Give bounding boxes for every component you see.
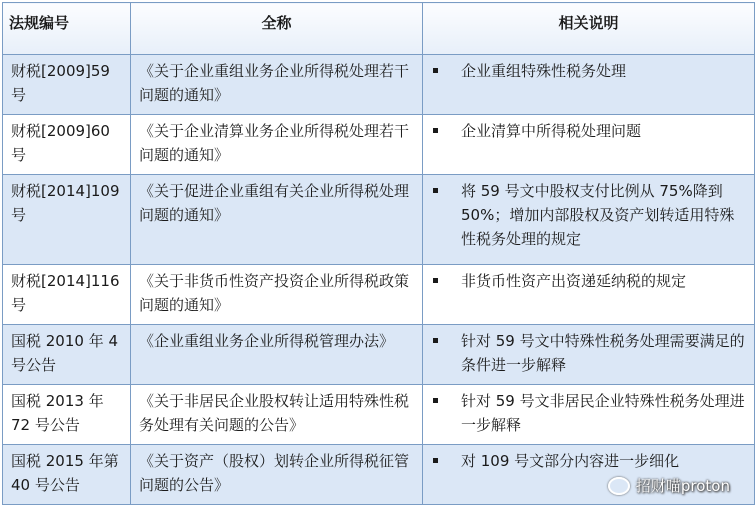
cell-note [423,55,755,115]
watermark [608,475,730,496]
note-text: 针对 59 号文非居民企业特殊性税务处理进一步解释 [461,392,745,434]
header-note: 相关说明 [423,3,755,55]
cell-code: 国税 2010 年 4 号公告 [3,325,131,385]
regulations-table [2,2,755,505]
wechat-icon [608,477,630,495]
bullet-icon [433,398,438,403]
cell-note [423,175,755,265]
header-code: 法规编号 [3,3,131,55]
cell-note [423,265,755,325]
cell-name: 《关于企业清算业务企业所得税处理若干问题的通知》 [131,115,423,175]
note-text: 非货币性资产出资递延纳税的规定 [461,272,687,290]
bullet-icon [433,338,438,343]
cell-name: 《关于非货币性资产投资企业所得税政策问题的通知》 [131,265,423,325]
cell-code: 财税[2009]59号 [3,55,131,115]
note-text: 企业清算中所得税处理问题 [461,122,642,140]
table-row [3,55,755,115]
note-text: 企业重组特殊性税务处理 [461,62,627,80]
bullet-icon [433,188,438,193]
watermark-text: 招财喵proton [635,477,730,495]
bullet-icon [433,458,438,463]
cell-code: 国税 2015 年第 40 号公告 [3,445,131,505]
cell-name: 《关于促进企业重组有关企业所得税处理问题的通知》 [131,175,423,265]
cell-note [423,385,755,445]
cell-code: 国税 2013 年 72 号公告 [3,385,131,445]
table-row [3,325,755,385]
bullet-icon [433,68,438,73]
table-row [3,175,755,265]
cell-note [423,325,755,385]
cell-code: 财税[2014]109号 [3,175,131,265]
table-header-row [3,3,755,55]
table-row [3,385,755,445]
cell-code: 财税[2014]116号 [3,265,131,325]
bullet-icon [433,278,438,283]
cell-code: 财税[2009]60号 [3,115,131,175]
note-text: 针对 59 号文中特殊性税务处理需要满足的条件进一步解释 [461,332,745,374]
bullet-icon [433,128,438,133]
table-row [3,265,755,325]
table-row [3,115,755,175]
header-name: 全称 [131,3,423,55]
cell-name: 《关于非居民企业股权转让适用特殊性税务处理有关问题的公告》 [131,385,423,445]
cell-name: 《企业重组业务企业所得税管理办法》 [131,325,423,385]
note-text: 对 109 号文部分内容进一步细化 [461,452,680,470]
note-text: 将 59 号文中股权支付比例从 75%降到50%；增加内部股权及资产划转适用特殊性税务处理的规定 [461,182,735,248]
cell-note [423,115,755,175]
cell-name: 《关于企业重组业务企业所得税处理若干问题的通知》 [131,55,423,115]
cell-name: 《关于资产（股权）划转企业所得税征管问题的公告》 [131,445,423,505]
